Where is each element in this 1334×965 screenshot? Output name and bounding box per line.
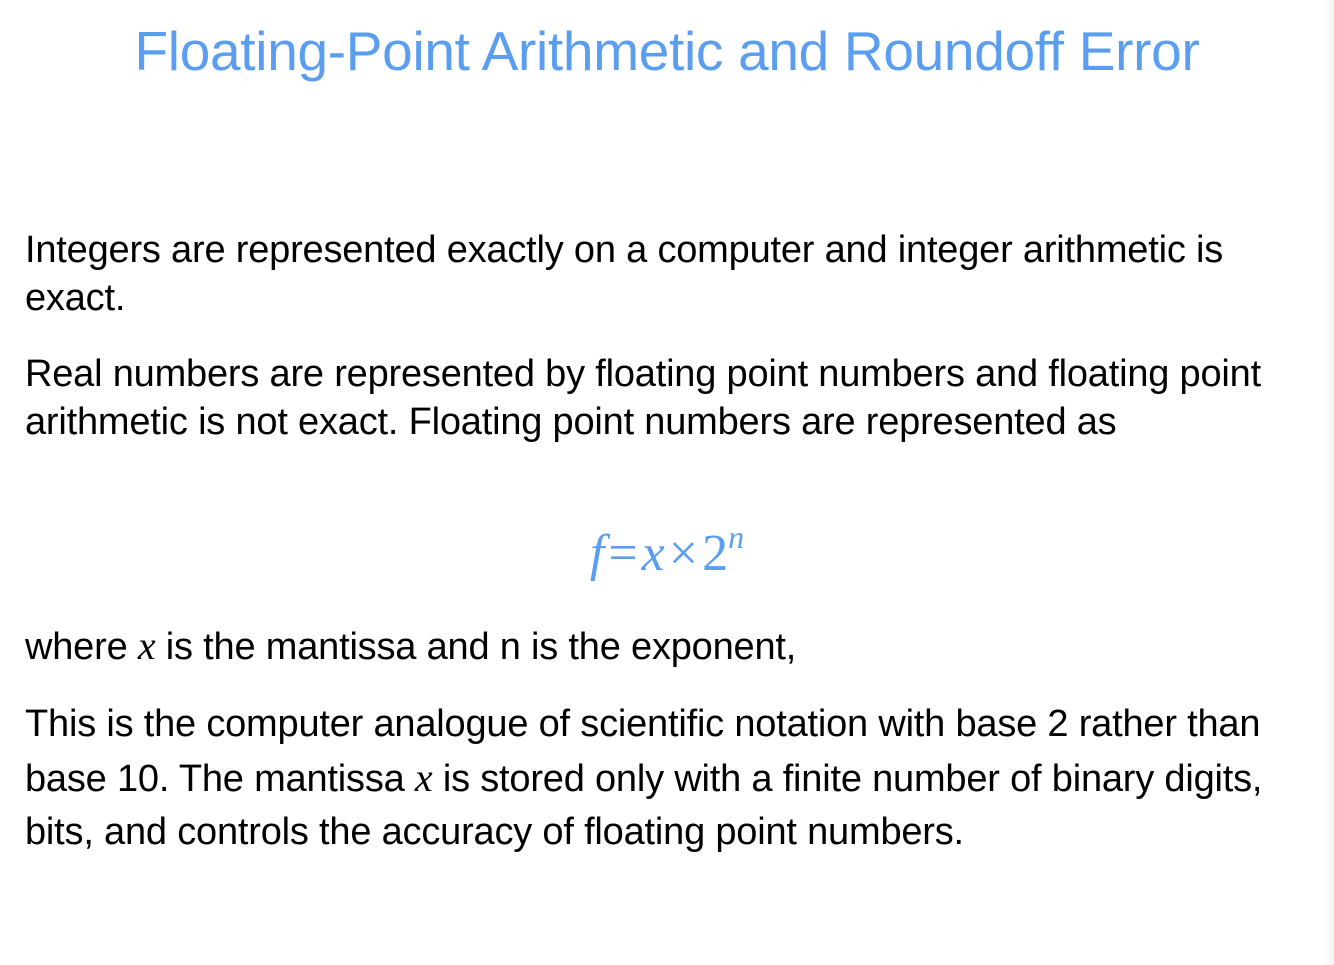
paragraph-mantissa-definition [25,622,1315,671]
paragraph-integers: Integers are represented exactly on a computer and integer arithmetic is exact. [25,229,1224,319]
equation-mantissa: x [641,525,665,582]
p3-text-before: where [25,626,138,668]
floating-point-equation [0,519,1334,586]
p3-text-after: is the mantissa and n is the exponent, [155,626,797,668]
equation-times: × [668,525,699,582]
p4-text-before: This is the computer analogue of scientific notation with base 2 rather than base 10. The mantissa [25,703,1261,800]
p4-text-after: is stored only with a finite number of binary digits, bits, and controls the accuracy of floating point numbers. [25,758,1263,853]
equation-lhs: f [589,525,605,582]
p4-math-variable: x [414,755,433,800]
p3-math-variable: x [137,623,156,668]
equation-exponent: n [728,519,745,555]
paragraph-real-numbers: Real numbers are represented by floating point numbers and floating point arithmetic is not exact. Floating point numbers are represented as [25,353,1261,443]
slide-title: Floating-Point Arithmetic and Roundoff Error [134,20,1200,82]
page-edge-shadow [1324,0,1334,965]
equation-base: 2 [702,525,729,582]
equation-equals: = [608,525,638,582]
paragraph-scientific-notation [25,698,1315,859]
